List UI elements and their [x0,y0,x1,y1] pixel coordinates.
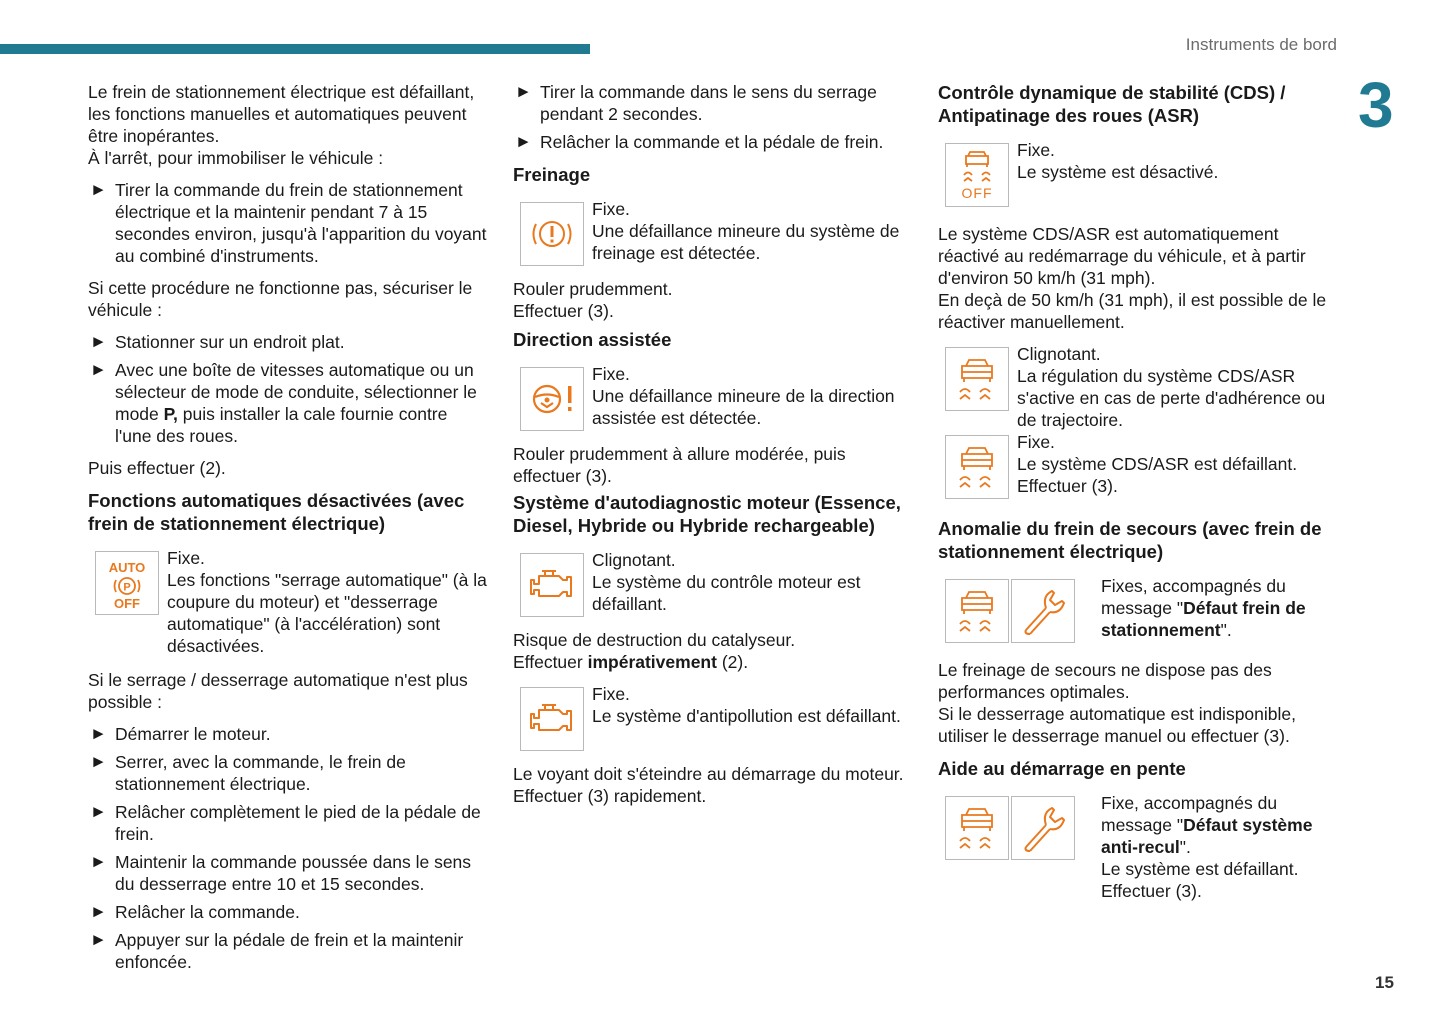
bullet-arrow-icon: ► [90,180,107,199]
text: Fixe. [592,364,630,384]
section-heading: Aide au démarrage en pente [938,758,1186,779]
warning-description [167,547,488,657]
section-heading: Direction assistée [513,329,672,350]
list-item [88,751,488,795]
icon-label: OFF [114,596,140,610]
esc-car-icon [945,579,1009,643]
paragraph [513,278,908,322]
text: Effectuer (3) rapidement. [513,786,707,806]
list-item [88,359,488,447]
warning-row [938,431,1333,499]
engine-icon [520,687,584,751]
text: Clignotant. [1017,344,1101,364]
bullet-list [88,723,488,973]
steering-warning-icon [520,367,584,431]
paragraph [513,763,908,807]
text: Fixe. [167,548,205,568]
engine-icon [520,553,584,617]
text: Effectuer (3). [1101,881,1202,901]
warning-row [513,363,908,431]
bullet-arrow-icon: ► [90,360,107,379]
section-heading: Anomalie du frein de secours (avec frein de stationnement électrique) [938,518,1322,562]
text-bold: Défaut frein de stationnement [1101,598,1306,640]
bullet-arrow-icon: ► [515,132,532,151]
section-heading: Freinage [513,164,591,185]
bullet-arrow-icon: ► [90,752,107,771]
text: Rouler prudemment. [513,279,673,299]
text: Le système est désactivé. [1017,162,1219,182]
text: ". [1179,837,1191,857]
text: Effectuer (3). [513,301,614,321]
list-item [88,851,488,895]
text-bold: P, [163,404,178,424]
warning-row [938,343,1333,431]
text: Clignotant. [592,550,676,570]
text: Une défaillance mineure de la direction assistée est détectée. [592,386,895,428]
text: Le voyant doit s'éteindre au démarrage du moteur. [513,764,904,784]
text: Le système CDS/ASR est automatiquement réactivé au redémarrage du véhicule, et à partir d'environ 50 km/h (31 mph). [938,224,1306,288]
text: En deçà de 50 km/h (31 mph), il est possible de le réactiver manuellement. [938,290,1327,332]
bullet-arrow-icon: ► [90,802,107,821]
text: puis installer la cale fournie contre l'une des roues. [115,404,448,446]
text: Maintenir la commande poussée dans le sens du desserrage entre 10 et 15 secondes. [115,852,472,894]
text: ". [1220,620,1232,640]
paragraph [938,659,1333,747]
esc-car-icon [945,347,1009,411]
text: Serrer, avec la commande, le frein de stationnement électrique. [115,752,406,794]
icon-label: AUTO [108,560,146,575]
bullet-arrow-icon: ► [90,852,107,871]
text: Une défaillance mineure du système de freinage est détectée. [592,221,900,263]
list-item [88,901,488,923]
bullet-arrow-icon: ► [90,724,107,743]
text: Le système est défaillant. [1101,859,1299,879]
text: Fixes, accompagnés du message " [1101,576,1286,618]
paragraph: Si cette procédure ne fonctionne pas, sécuriser le véhicule : [88,278,473,320]
bullet-arrow-icon: ► [90,930,107,949]
section-heading: Contrôle dynamique de stabilité (CDS) / Antipatinage des roues (ASR) [938,82,1286,126]
paragraph [88,81,488,169]
warning-description [592,549,908,615]
wrench-icon [1011,579,1075,643]
text: (2). [716,652,749,672]
text: Tirer la commande du frein de stationnement électrique et la maintenir pendant 7 à 15 secondes environ, jusqu'à l'apparition du voyant au combiné d'instruments. [115,180,487,266]
bullet-arrow-icon: ► [90,332,107,351]
bullet-list [88,331,488,447]
esc-off-icon [945,143,1009,207]
icon-pair [945,796,1077,860]
list-item [88,179,488,267]
section-title: Instruments de bord [1185,35,1337,54]
text-bold: Défaut système anti-recul [1101,815,1313,857]
auto-p-off-icon [95,551,159,615]
text: Tirer la commande dans le sens du serrage pendant 2 secondes. [540,82,877,124]
text: Fixe. [1017,140,1055,160]
list-item [88,331,488,353]
header-accent-bar [0,44,590,54]
list-item [88,723,488,745]
warning-description [592,683,908,727]
column-right [938,81,1333,914]
text-bold: impérativement [587,652,717,672]
paragraph [513,629,908,673]
column-middle [513,81,908,817]
bullet-arrow-icon: ► [90,902,107,921]
list-item [88,929,488,973]
text: Le système du contrôle moteur est défaillant. [592,572,861,614]
esc-car-icon [945,796,1009,860]
warning-row [513,198,908,266]
warning-row [938,575,1333,643]
icon-label: P [123,581,131,594]
warning-row [513,683,908,751]
text: Relâcher la commande et la pédale de frein. [540,132,884,152]
text: Le freinage de secours ne dispose pas des performances optimales. [938,660,1272,702]
text: Le système d'antipollution est défaillant. [592,706,901,726]
page-number: 15 [1375,973,1394,992]
text: Le frein de stationnement électrique est défaillant, les fonctions manuelles et automatiques peuvent être inopérantes. [88,82,475,146]
warning-description [1017,431,1333,497]
esc-car-icon [945,435,1009,499]
text: Si le desserrage automatique est indisponible, utiliser le desserrage manuel ou effectuer (3). [938,704,1296,746]
warning-description [1017,343,1333,431]
chapter-number: 3 [1358,69,1394,141]
text: Fixe. [592,199,630,219]
text: Relâcher la commande. [115,902,300,922]
section-heading: Système d'autodiagnostic moteur (Essence, Diesel, Hybride ou Hybride rechargeable) [513,492,901,536]
icon-label: OFF [961,185,993,201]
text: Fixe. [592,684,630,704]
text: Fixe, accompagnés du message " [1101,793,1278,835]
paragraph: Si le serrage / desserrage automatique n'est plus possible : [88,670,468,712]
warning-row [513,549,908,617]
text: Les fonctions "serrage automatique" (à la coupure du moteur) et "desserrage automatique" (à l'accélération) sont désactivées. [167,570,487,656]
paragraph: Puis effectuer (2). [88,458,226,478]
warning-row [938,139,1333,207]
text: Fixe. [1017,432,1055,452]
text: Risque de destruction du catalyseur. [513,630,796,650]
warning-description [1017,139,1333,183]
paragraph [938,223,1333,333]
paragraph: Rouler prudemment à allure modérée, puis effectuer (3). [513,444,846,486]
bullet-list [88,179,488,267]
icon-pair [945,579,1077,643]
bullet-arrow-icon: ► [515,82,532,101]
section-heading: Fonctions automatiques désactivées (avec frein de stationnement électrique) [88,490,465,534]
text: La régulation du système CDS/ASR s'active en cas de perte d'adhérence ou de trajectoire. [1017,366,1326,430]
warning-description [592,363,908,429]
warning-description [1101,792,1333,902]
warning-description [592,198,908,264]
column-left [88,81,488,983]
list-item [88,801,488,845]
list-item [513,131,908,153]
bullet-list [513,81,908,153]
text: Relâcher complètement le pied de la pédale de frein. [115,802,481,844]
warning-row [88,547,488,657]
text: Appuyer sur la pédale de frein et la maintenir enfoncée. [115,930,464,972]
wrench-icon [1011,796,1075,860]
list-item [513,81,908,125]
text: Effectuer (3). [1017,476,1118,496]
warning-row [938,792,1333,902]
text: Stationner sur un endroit plat. [115,332,345,352]
text: Effectuer [513,652,588,672]
text: Le système CDS/ASR est défaillant. [1017,454,1298,474]
warning-description [1101,575,1333,641]
text: À l'arrêt, pour immobiliser le véhicule : [88,148,384,168]
text: Démarrer le moteur. [115,724,271,744]
text: Avec une boîte de vitesses automatique ou un sélecteur de mode de conduite, sélectionner le mode [115,360,477,424]
brake-warning-icon [520,202,584,266]
